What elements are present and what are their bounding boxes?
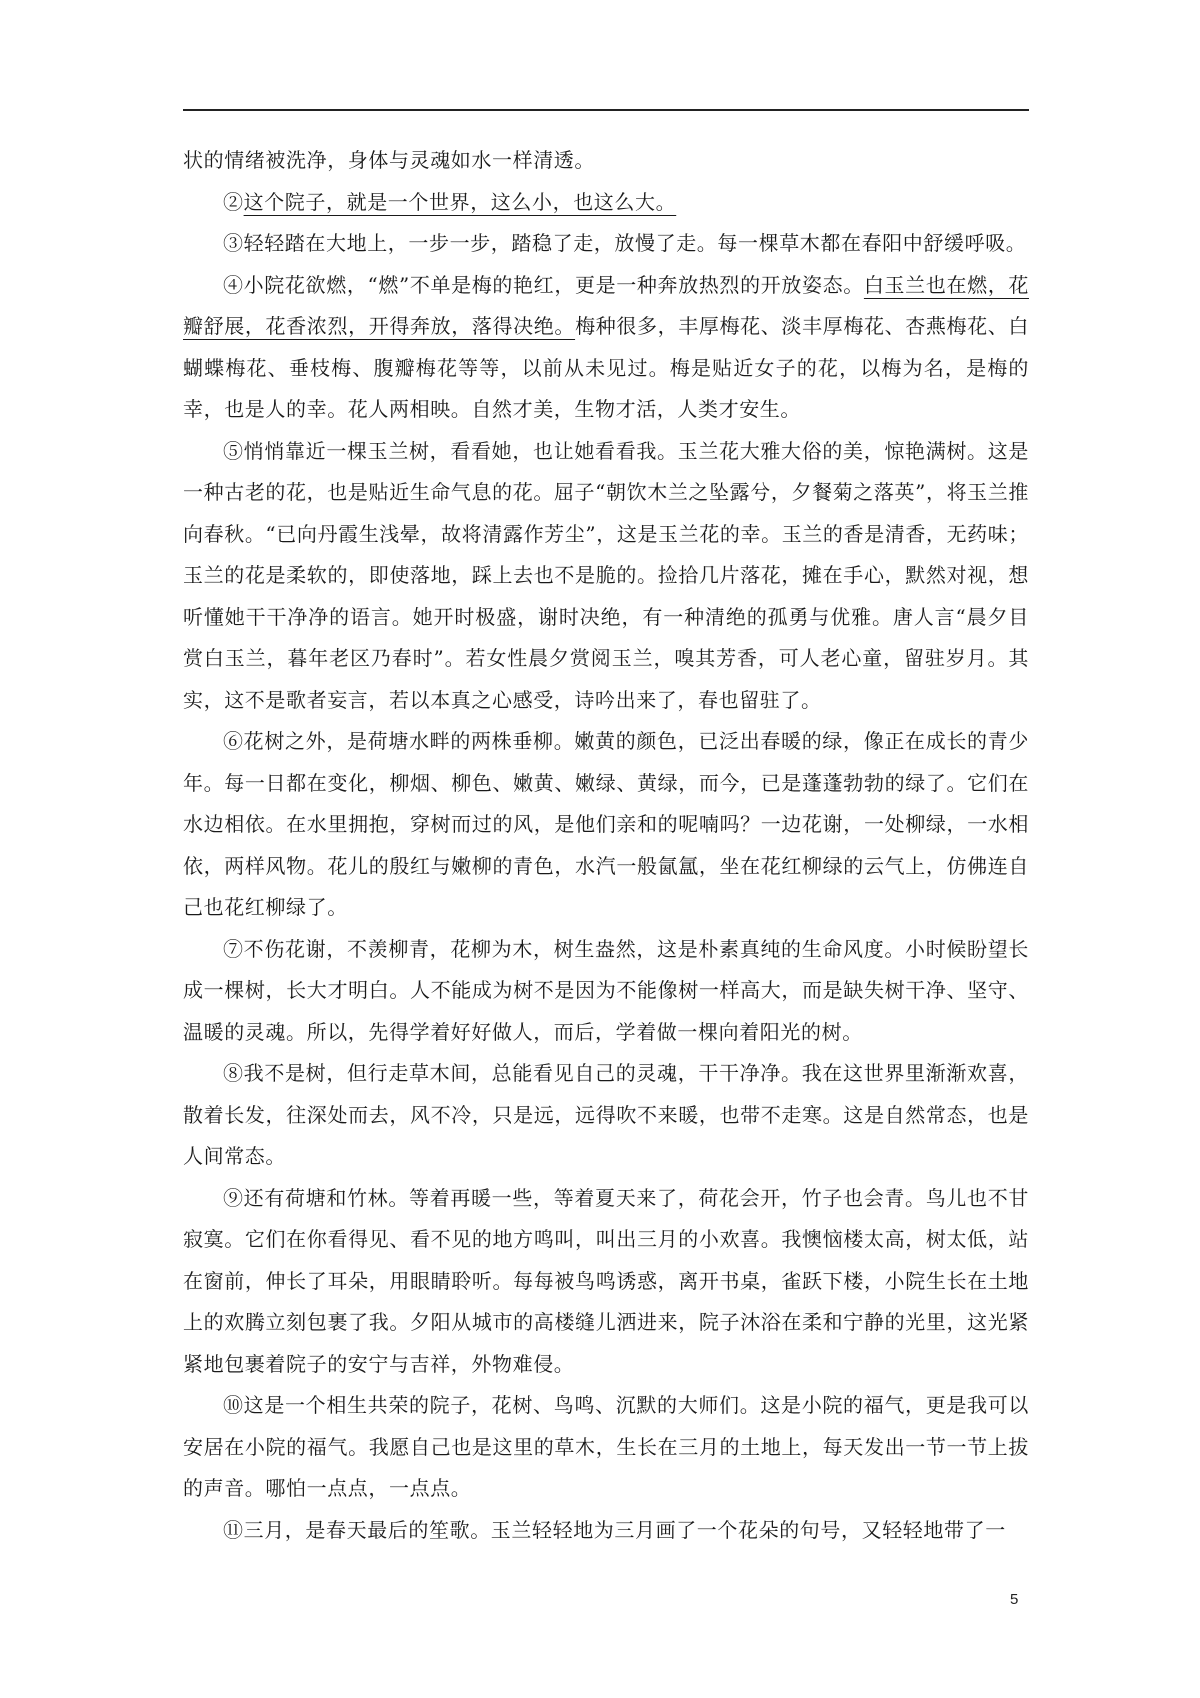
underlined-sentence: 这个院子，就是一个世界，这么小，也这么大。 (243, 189, 677, 214)
paragraph-9 (183, 1178, 1029, 1386)
paragraph-1 (183, 140, 1029, 182)
text-run: 状的情绪被洗净，身体与灵魂如水一样清透。 (183, 148, 595, 172)
text-run: ⑦不伤花谢，不羡柳青，花柳为木，树生盎然，这是朴素真纯的生命风度。小时候盼望长成一棵树，长大才明白。人不能成为树不是因为不能像树一样高大，而是缺失树干净、坚守、温暖的灵魂。所以，先得学着好好做人，而后，学着做一棵向着阳光的树。 (183, 936, 1029, 1044)
article-body (183, 140, 1029, 1551)
paragraph-11 (183, 1510, 1029, 1552)
text-run: ⑨还有荷塘和竹林。等着再暖一些，等着夏天来了，荷花会开，竹子也会青。鸟儿也不甘寂寞。它们在你看得见、看不见的地方鸣叫，叫出三月的小欢喜。我懊恼楼太高，树太低，站在窗前，伸长了耳朵，用眼睛聆听。每每被鸟鸣诱惑，离开书桌，雀跃下楼，小院生长在土地上的欢腾立刻包裹了我。夕阳从城市的高楼缝儿洒进来，院子沐浴在柔和宁静的光里，这光紧紧地包裹着院子的安宁与吉祥，外物难侵。 (183, 1185, 1029, 1376)
text-run: 梅种很多，丰厚梅花、淡丰厚梅花、杏燕梅花、白蝴蝶梅花、垂枝梅、腹瓣梅花等等，以前从未见过。梅是贴近女子的花，以梅为名，是梅的幸，也是人的幸。花人两相映。自然才美，生物才活，人类才安生。 (183, 314, 1029, 421)
paragraph-3 (183, 223, 1029, 265)
text-run: ⑪三月，是春天最后的笙歌。玉兰轻轻地为三月画了一个花朵的句号，又轻轻地带了一 (223, 1517, 1006, 1542)
text-run: ⑥花树之外，是荷塘水畔的两株垂柳。嫩黄的颜色，已泛出春暖的绿，像正在成长的青少年。每一日都在变化，柳烟、柳色、嫩黄、嫩绿、黄绿，而今，已是蓬蓬勃勃的绿了。它们在水边相依。在水里拥抱，穿树而过的风，是他们亲和的呢喃吗？一边花谢，一处柳绿，一水相依，两样风物。花儿的殷红与嫩柳的青色，水汽一般氤氲，坐在花红柳绿的云气上，仿佛连自己也花红柳绿了。 (183, 729, 1029, 919)
text-run: ③轻轻踏在大地上，一步一步，踏稳了走，放慢了走。每一棵草木都在春阳中舒缓呼吸。 (223, 231, 1027, 255)
paragraph-4 (183, 265, 1029, 431)
paragraph-6 (183, 721, 1029, 929)
paragraph-2 (183, 182, 1029, 224)
underlined-sentence: 白玉兰也在燃，花瓣舒展，花香浓烈，开得奔放，落得决绝。 (183, 272, 1029, 338)
text-run: ⑧我不是树，但行走草木间，总能看见自己的灵魂，干干净净。我在这世界里渐渐欢喜，散着长发，往深处而去，风不冷，只是远，远得吹不来暖，也带不走寒。这是自然常态，也是人间常态。 (183, 1061, 1029, 1168)
paragraph-marker: ② (223, 189, 244, 214)
paragraph-8 (183, 1053, 1029, 1178)
header-rule (183, 109, 1029, 111)
text-run: ④小院花欲燃，“燃”不单是梅的艳红，更是一种奔放热烈的开放姿态。 (223, 272, 864, 297)
page-number: 5 (1010, 1591, 1019, 1608)
paragraph-7 (183, 929, 1029, 1054)
text-run: ⑩这是一个相生共荣的院子，花树、鸟鸣、沉默的大师们。这是小院的福气，更是我可以安居在小院的福气。我愿自己也是这里的草木，生长在三月的土地上，每天发出一节一节上拔的声音。哪怕一点点，一点点。 (183, 1393, 1029, 1500)
paragraph-5 (183, 431, 1029, 722)
text-run: ⑤悄悄靠近一棵玉兰树，看看她，也让她看看我。玉兰花大雅大俗的美，惊艳满树。这是一种古老的花，也是贴近生命气息的花。屈子“朝饮木兰之坠露兮，夕餐菊之落英”，将玉兰推向春秋。“已向丹霞生浅晕，故将清露作芳尘”，这是玉兰花的幸。玉兰的香是清香，无药味；玉兰的花是柔软的，即使落地，踩上去也不是脆的。捡拾几片落花，摊在手心，默然对视，想听懂她干干净净的语言。她开时极盛，谢时决绝，有一种清绝的孤勇与优雅。唐人言“晨夕目赏白玉兰，暮年老区乃春时”。若女性晨夕赏阅玉兰，嗅其芳香，可人老心童，留驻岁月。其实，这不是歌者妄言，若以本真之心感受，诗吟出来了，春也留驻了。 (183, 438, 1029, 712)
paragraph-10 (183, 1385, 1029, 1510)
